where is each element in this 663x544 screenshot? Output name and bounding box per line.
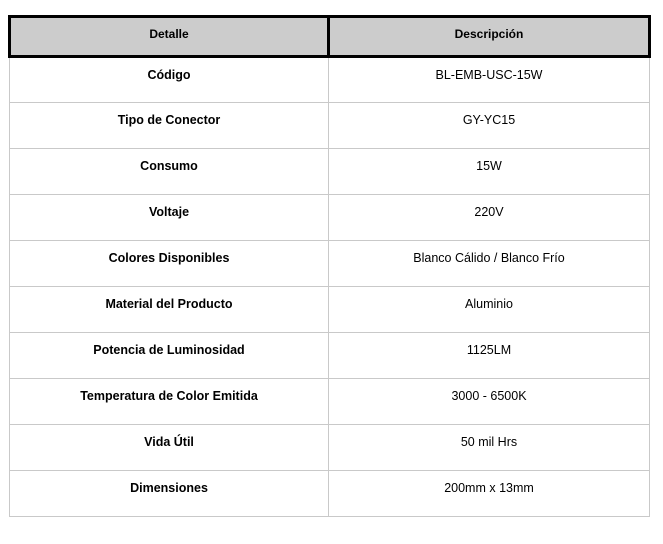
table-row <box>10 287 650 333</box>
row-description-cell: GY-YC15 <box>329 103 650 149</box>
row-detail-cell: Temperatura de Color Emitida <box>10 379 329 425</box>
table-row <box>10 425 650 471</box>
table-body <box>10 57 650 517</box>
table-row <box>10 195 650 241</box>
row-detail-cell: Dimensiones <box>10 471 329 517</box>
row-detail-cell: Consumo <box>10 149 329 195</box>
table-row <box>10 471 650 517</box>
row-description-cell: 3000 - 6500K <box>329 379 650 425</box>
header-detail: Detalle <box>10 17 329 57</box>
table-header <box>10 17 650 57</box>
header-row <box>10 17 650 57</box>
row-detail-cell: Material del Producto <box>10 287 329 333</box>
row-detail-cell: Vida Útil <box>10 425 329 471</box>
table-row <box>10 103 650 149</box>
row-description-cell: 200mm x 13mm <box>329 471 650 517</box>
product-spec-table <box>8 15 651 517</box>
table-row <box>10 379 650 425</box>
row-description-cell: BL-EMB-USC-15W <box>329 57 650 103</box>
table-row <box>10 333 650 379</box>
row-description-cell: 15W <box>329 149 650 195</box>
table-row <box>10 241 650 287</box>
row-detail-cell: Tipo de Conector <box>10 103 329 149</box>
header-description: Descripción <box>329 17 650 57</box>
row-description-cell: Blanco Cálido / Blanco Frío <box>329 241 650 287</box>
row-detail-cell: Voltaje <box>10 195 329 241</box>
row-description-cell: 50 mil Hrs <box>329 425 650 471</box>
table-row <box>10 149 650 195</box>
row-detail-cell: Potencia de Luminosidad <box>10 333 329 379</box>
row-detail-cell: Colores Disponibles <box>10 241 329 287</box>
row-description-cell: Aluminio <box>329 287 650 333</box>
row-detail-cell: Código <box>10 57 329 103</box>
table-row <box>10 57 650 103</box>
row-description-cell: 220V <box>329 195 650 241</box>
row-description-cell: 1125LM <box>329 333 650 379</box>
